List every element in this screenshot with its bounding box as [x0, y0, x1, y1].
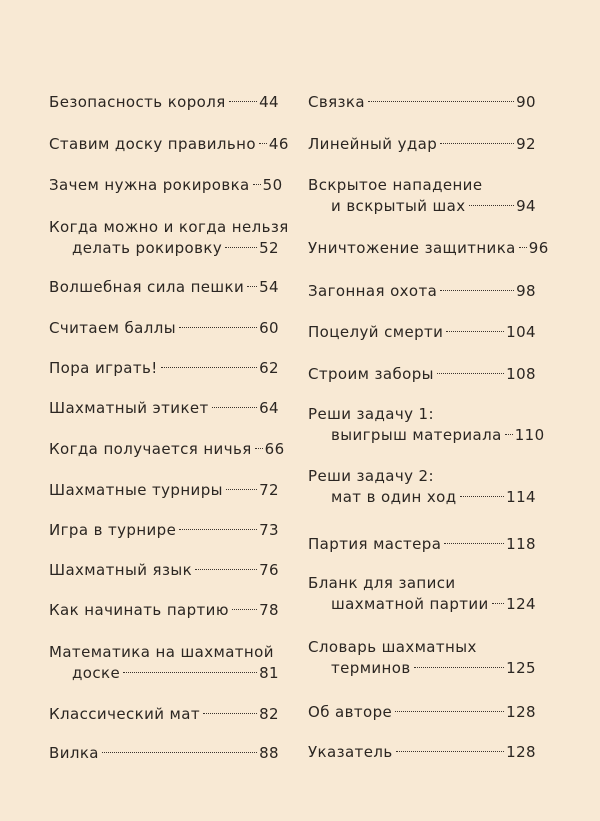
toc-entry-page-number: 52 — [259, 239, 279, 257]
toc-entry-title: Указатель — [308, 743, 393, 761]
dot-leader — [212, 407, 257, 408]
toc-entry-title-line: Словарь шахматных — [308, 638, 477, 656]
toc-entry-title: Пора играть! — [49, 359, 158, 377]
toc-entry[interactable] — [49, 92, 279, 113]
toc-entry-page-number: 66 — [264, 440, 285, 458]
toc-entry-page-number: 82 — [259, 705, 279, 723]
toc-entry[interactable] — [308, 92, 536, 113]
dot-leader — [226, 489, 257, 490]
toc-entry-title: шахматной партии — [331, 595, 489, 613]
toc-entry-title: Уничтожение защитника — [308, 239, 516, 257]
dot-leader — [414, 667, 505, 668]
toc-entry-title: терминов — [331, 659, 411, 677]
toc-entry-page-number: 98 — [516, 282, 536, 300]
toc-entry[interactable] — [308, 742, 536, 763]
toc-entry-page-number: 118 — [506, 535, 536, 553]
toc-entry-page-number: 94 — [516, 197, 536, 215]
dot-leader — [460, 496, 505, 497]
dot-leader — [505, 434, 513, 435]
toc-entry-title: Поцелуй смерти — [308, 323, 444, 341]
dot-leader — [179, 529, 257, 530]
toc-entry-title: Шахматные турниры — [49, 481, 223, 499]
dot-leader — [123, 672, 257, 673]
dot-leader — [179, 327, 257, 328]
toc-entry-title: Шахматный этикет — [49, 399, 209, 417]
toc-entry-page-number: 64 — [259, 399, 279, 417]
toc-entry[interactable] — [49, 358, 279, 379]
dot-leader — [444, 543, 504, 544]
toc-entry[interactable] — [308, 238, 549, 259]
toc-entry[interactable] — [308, 404, 545, 446]
toc-entry[interactable] — [308, 281, 536, 302]
toc-entry-page-number: 90 — [516, 93, 536, 111]
dot-leader — [255, 448, 263, 449]
toc-entry[interactable] — [49, 600, 279, 621]
toc-entry[interactable] — [49, 520, 279, 541]
toc-entry[interactable] — [49, 480, 279, 501]
toc-entry-page-number: 73 — [259, 521, 279, 539]
toc-entry-page-number: 114 — [506, 488, 536, 506]
toc-entry-title: Строим заборы — [308, 365, 434, 383]
dot-leader — [492, 603, 504, 604]
toc-entry-title: выигрыш материала — [331, 426, 502, 444]
toc-entry-title: Ставим доску правильно — [49, 135, 256, 153]
toc-entry-title: мат в один ход — [331, 488, 457, 506]
toc-entry-page-number: 54 — [259, 278, 279, 296]
toc-entry-page-number: 124 — [506, 595, 536, 613]
toc-entry-title-line: Математика на шахматной — [49, 643, 274, 661]
toc-entry[interactable] — [308, 175, 536, 217]
toc-entry-title: Зачем нужна рокировка — [49, 176, 250, 194]
toc-entry[interactable] — [49, 560, 279, 581]
toc-entry-title-line: Вскрытое нападение — [308, 176, 483, 194]
toc-entry[interactable] — [308, 466, 536, 508]
toc-entry-title: Линейный удар — [308, 135, 438, 153]
toc-entry-page-number: 128 — [506, 703, 536, 721]
toc-entry-page-number: 60 — [259, 319, 279, 337]
toc-entry-page-number: 128 — [506, 743, 536, 761]
toc-entry[interactable] — [49, 743, 279, 764]
toc-entry-page-number: 104 — [506, 323, 536, 341]
toc-entry-page-number: 50 — [262, 176, 283, 194]
dot-leader — [469, 205, 515, 206]
toc-entry[interactable] — [308, 364, 536, 385]
toc-entry-title: и вскрытый шах — [331, 197, 466, 215]
toc-entry[interactable] — [49, 277, 279, 298]
toc-entry-title: Волшебная сила пешки — [49, 278, 245, 296]
toc-entry[interactable] — [49, 398, 279, 419]
toc-entry[interactable] — [308, 534, 536, 555]
toc-entry-title: Шахматный язык — [49, 561, 193, 579]
toc-entry-page-number: 72 — [259, 481, 279, 499]
toc-entry-page-number: 76 — [259, 561, 279, 579]
toc-entry[interactable] — [49, 642, 279, 684]
dot-leader — [195, 569, 257, 570]
toc-entry[interactable] — [49, 318, 279, 339]
toc-entry-title-line: Когда можно и когда нельзя — [49, 218, 289, 236]
toc-entry-title: Безопасность короля — [49, 93, 226, 111]
dot-leader — [203, 713, 257, 714]
dot-leader — [247, 286, 257, 287]
toc-entry[interactable] — [49, 217, 289, 259]
dot-leader — [437, 373, 504, 374]
dot-leader — [395, 711, 504, 712]
toc-entry[interactable] — [49, 175, 283, 196]
dot-leader — [161, 367, 257, 368]
toc-entry-page-number: 88 — [259, 744, 279, 762]
toc-entry-page-number: 108 — [506, 365, 536, 383]
dot-leader — [396, 751, 505, 752]
toc-entry[interactable] — [308, 637, 536, 679]
toc-entry[interactable] — [308, 573, 536, 615]
dot-leader — [232, 609, 257, 610]
dot-leader — [368, 101, 514, 102]
dot-leader — [102, 752, 257, 753]
toc-entry-page-number: 81 — [259, 664, 279, 682]
dot-leader — [229, 101, 257, 102]
toc-entry[interactable] — [49, 704, 279, 725]
dot-leader — [225, 247, 257, 248]
dot-leader — [440, 290, 514, 291]
toc-entry-title: Об авторе — [308, 703, 393, 721]
toc-entry-page-number: 62 — [259, 359, 279, 377]
toc-entry-title: Связка — [308, 93, 365, 111]
toc-entry-title-line: Реши задачу 2: — [308, 467, 434, 485]
dot-leader — [259, 143, 267, 144]
toc-entry-title: Как начинать партию — [49, 601, 229, 619]
toc-entry-page-number: 96 — [528, 239, 549, 257]
toc-entry-page-number: 46 — [268, 135, 289, 153]
toc-entry[interactable] — [308, 134, 536, 155]
toc-entry-title: Считаем баллы — [49, 319, 176, 337]
toc-entry-title-line: Бланк для записи — [308, 574, 456, 592]
toc-entry[interactable] — [308, 322, 536, 343]
dot-leader — [440, 143, 514, 144]
toc-entry-title: Вилка — [49, 744, 99, 762]
toc-entry-page-number: 78 — [259, 601, 279, 619]
toc-entry[interactable] — [49, 439, 285, 460]
dot-leader — [519, 247, 527, 248]
toc-entry-title: Классический мат — [49, 705, 200, 723]
toc-entry-page-number: 92 — [516, 135, 536, 153]
toc-entry-page-number: 44 — [259, 93, 279, 111]
toc-entry-title: делать рокировку — [72, 239, 223, 257]
dot-leader — [253, 184, 261, 185]
dot-leader — [446, 331, 504, 332]
toc-entry-title: Когда получается ничья — [49, 440, 252, 458]
toc-entry[interactable] — [308, 702, 536, 723]
toc-entry-title-line: Реши задачу 1: — [308, 405, 434, 423]
toc-entry-title: доске — [72, 664, 121, 682]
toc-entry-title: Партия мастера — [308, 535, 442, 553]
toc-entry-page-number: 125 — [506, 659, 536, 677]
toc-entry[interactable] — [49, 134, 289, 155]
toc-entry-title: Загонная охота — [308, 282, 438, 300]
toc-entry-page-number: 110 — [514, 426, 545, 444]
toc-entry-title: Игра в турнире — [49, 521, 177, 539]
